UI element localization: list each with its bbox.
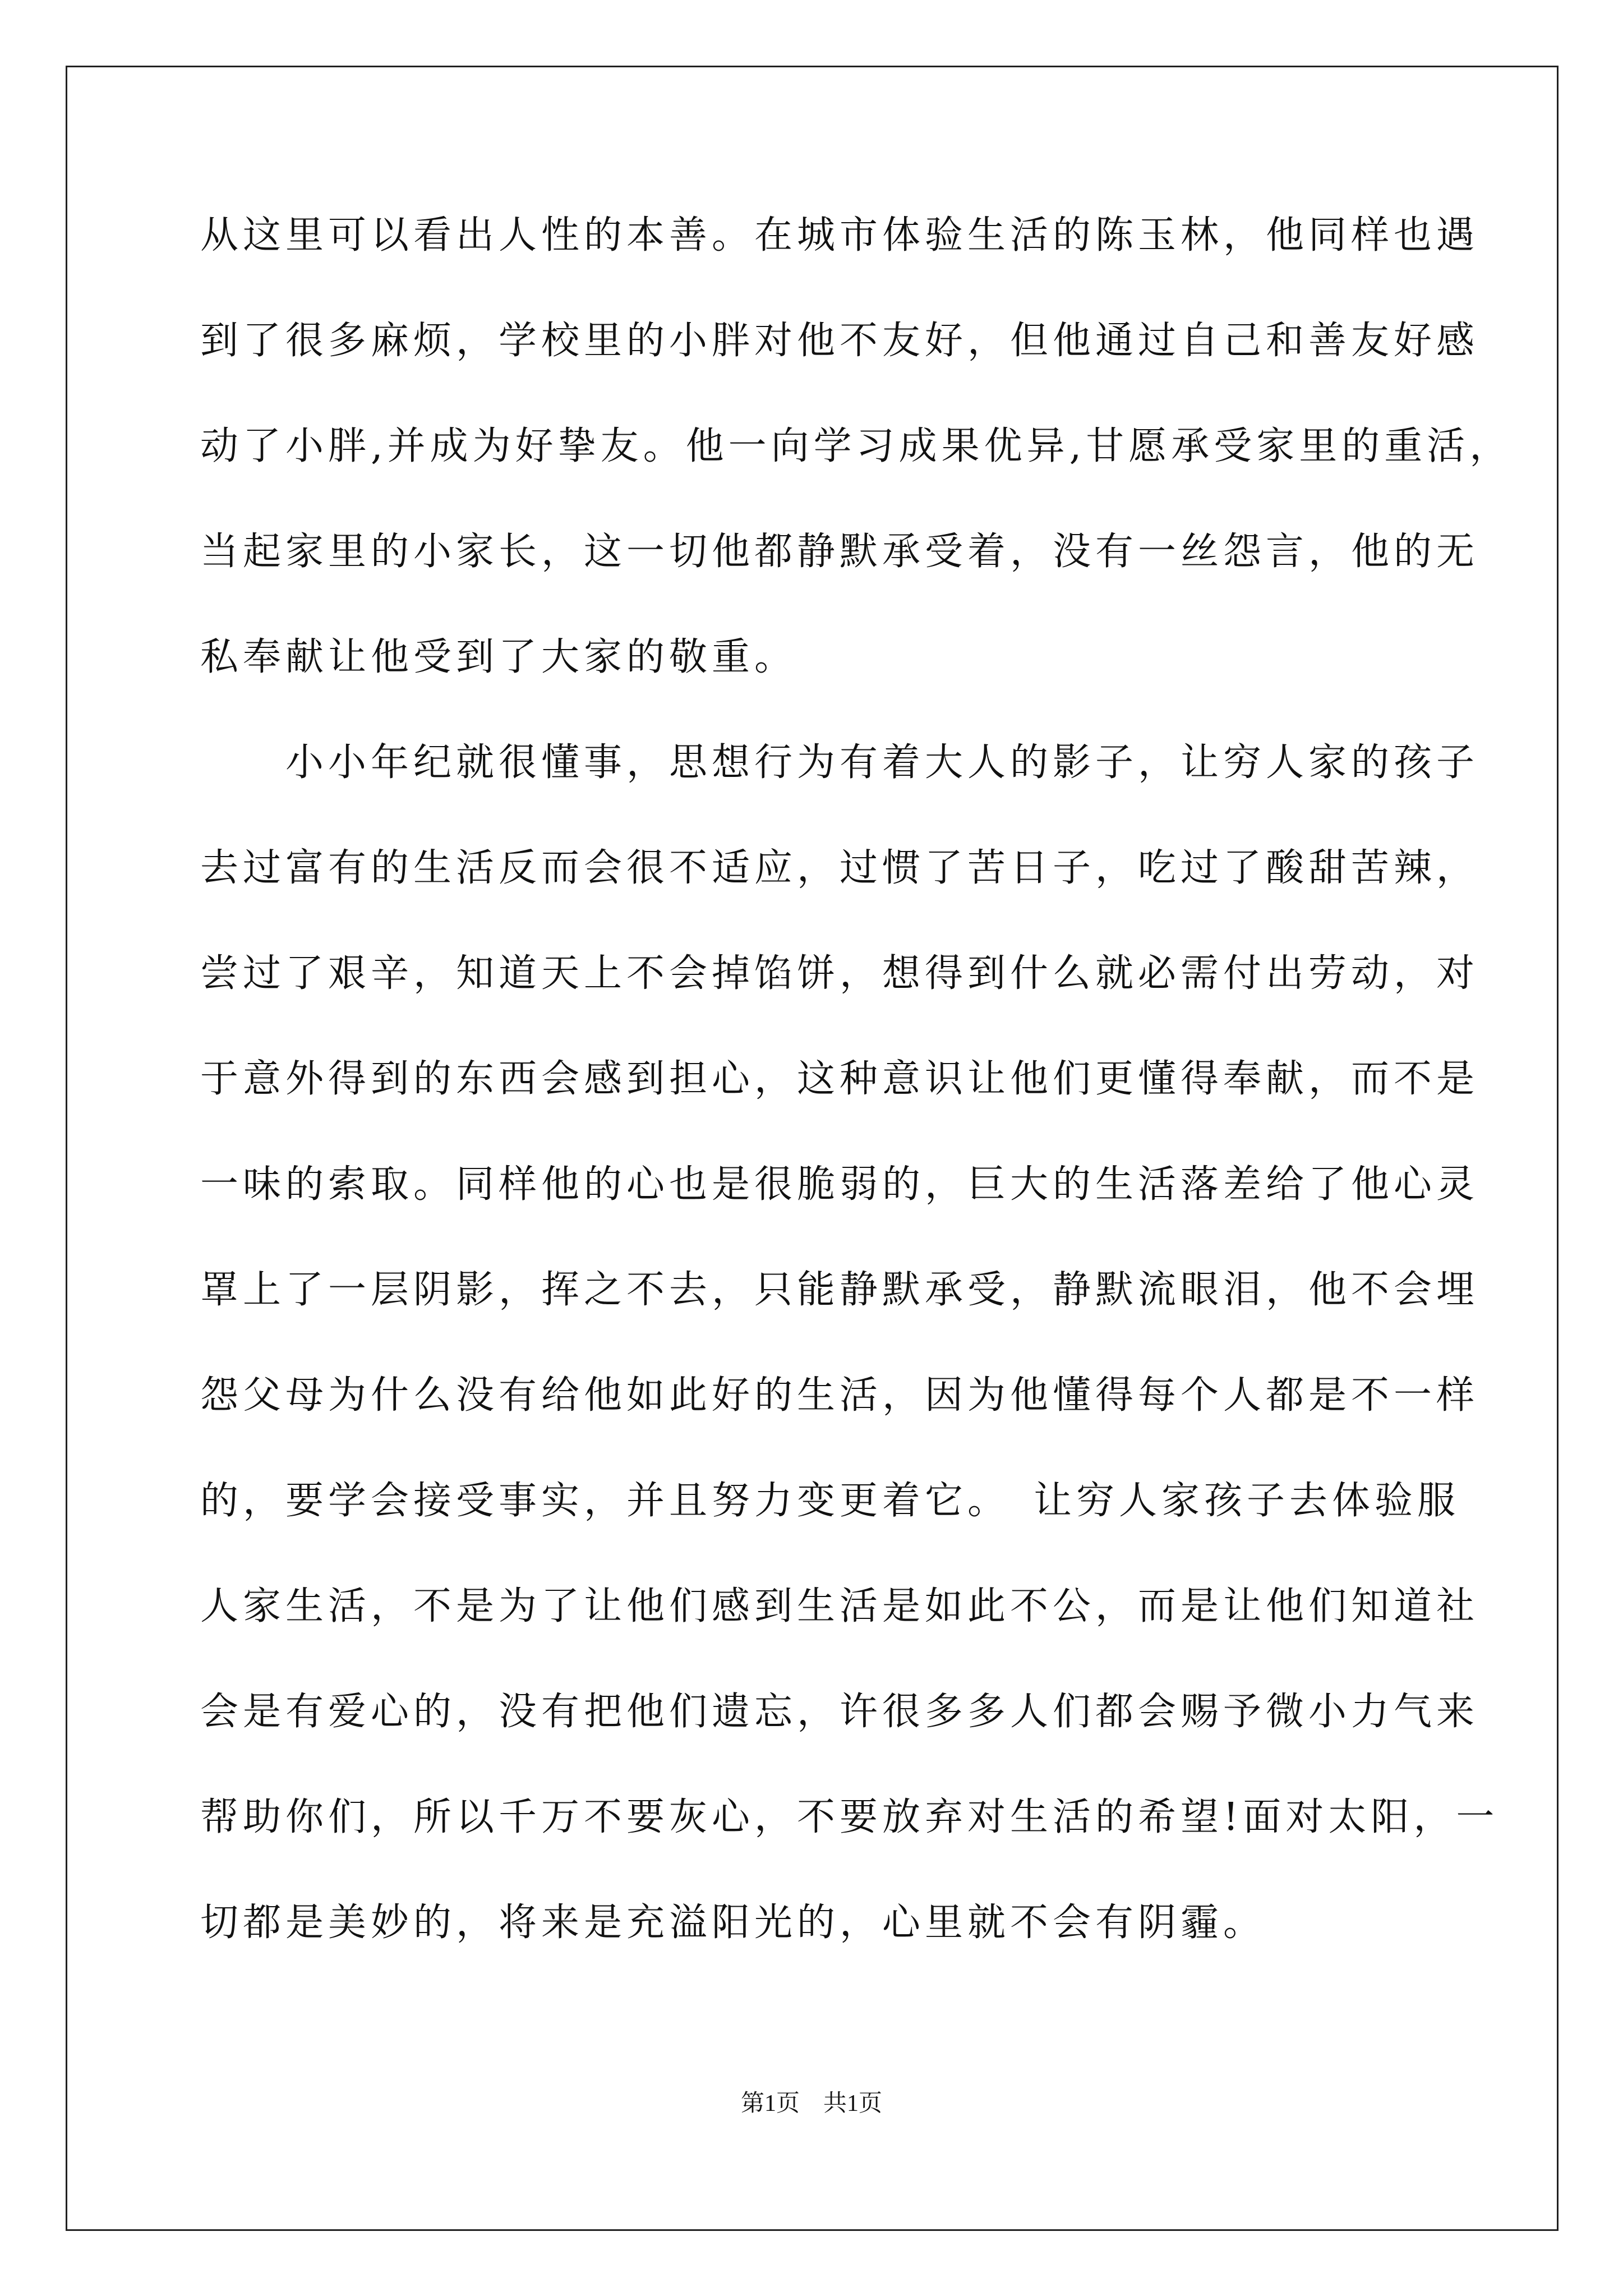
text-line: 从这里可以看出人性的本善。在城市体验生活的陈玉林，他同样也遇 <box>200 213 1479 257</box>
page-number: 第1页 共1页 <box>740 2091 882 2116</box>
text-line: 人家生活，不是为了让他们感到生活是如此不公，而是让他们知道社 <box>200 1584 1479 1628</box>
text-line: 于意外得到的东西会感到担心，这种意识让他们更懂得奉献，而不是 <box>200 1057 1479 1101</box>
text-line: 一味的索取。同样他的心也是很脆弱的，巨大的生活落差给了他心灵 <box>200 1162 1479 1207</box>
text-line: 罩上了一层阴影，挥之不去，只能静默承受，静默流眼泪，他不会埋 <box>200 1268 1479 1312</box>
text-line: 帮助你们，所以千万不要灰心，不要放弃对生活的希望!面对太阳，一 <box>200 1795 1499 1839</box>
text-line: 尝过了艰辛，知道天上不会掉馅饼，想得到什么就必需付出劳动，对 <box>200 951 1479 996</box>
text-line: 的，要学会接受事实，并且努力变更着它。 让穷人家孩子去体验服 <box>200 1479 1460 1523</box>
text-line: 去过富有的生活反而会很不适应，过惯了苦日子，吃过了酸甜苦辣， <box>200 846 1479 890</box>
text-line: 会是有爱心的，没有把他们遗忘，许很多多人们都会赐予微小力气来 <box>200 1690 1479 1734</box>
text-line: 怨父母为什么没有给他如此好的生活，因为他懂得每个人都是不一样 <box>200 1373 1479 1418</box>
text-line: 当起家里的小家长，这一切他都静默承受着，没有一丝怨言，他的无 <box>200 530 1479 574</box>
text-line: 切都是美妙的，将来是充溢阳光的，心里就不会有阴霾。 <box>200 1901 1266 1945</box>
text-line: 动了小胖,并成为好挚友。他一向学习成果优异,甘愿承受家里的重活， <box>200 424 1513 468</box>
text-line: 到了很多麻烦，学校里的小胖对他不友好，但他通过自己和善友好感 <box>200 319 1479 363</box>
text-line: 小小年纪就很懂事，思想行为有着大人的影子，让穷人家的孩子 <box>200 740 1479 785</box>
text-line: 私奉献让他受到了大家的敬重。 <box>200 635 797 679</box>
